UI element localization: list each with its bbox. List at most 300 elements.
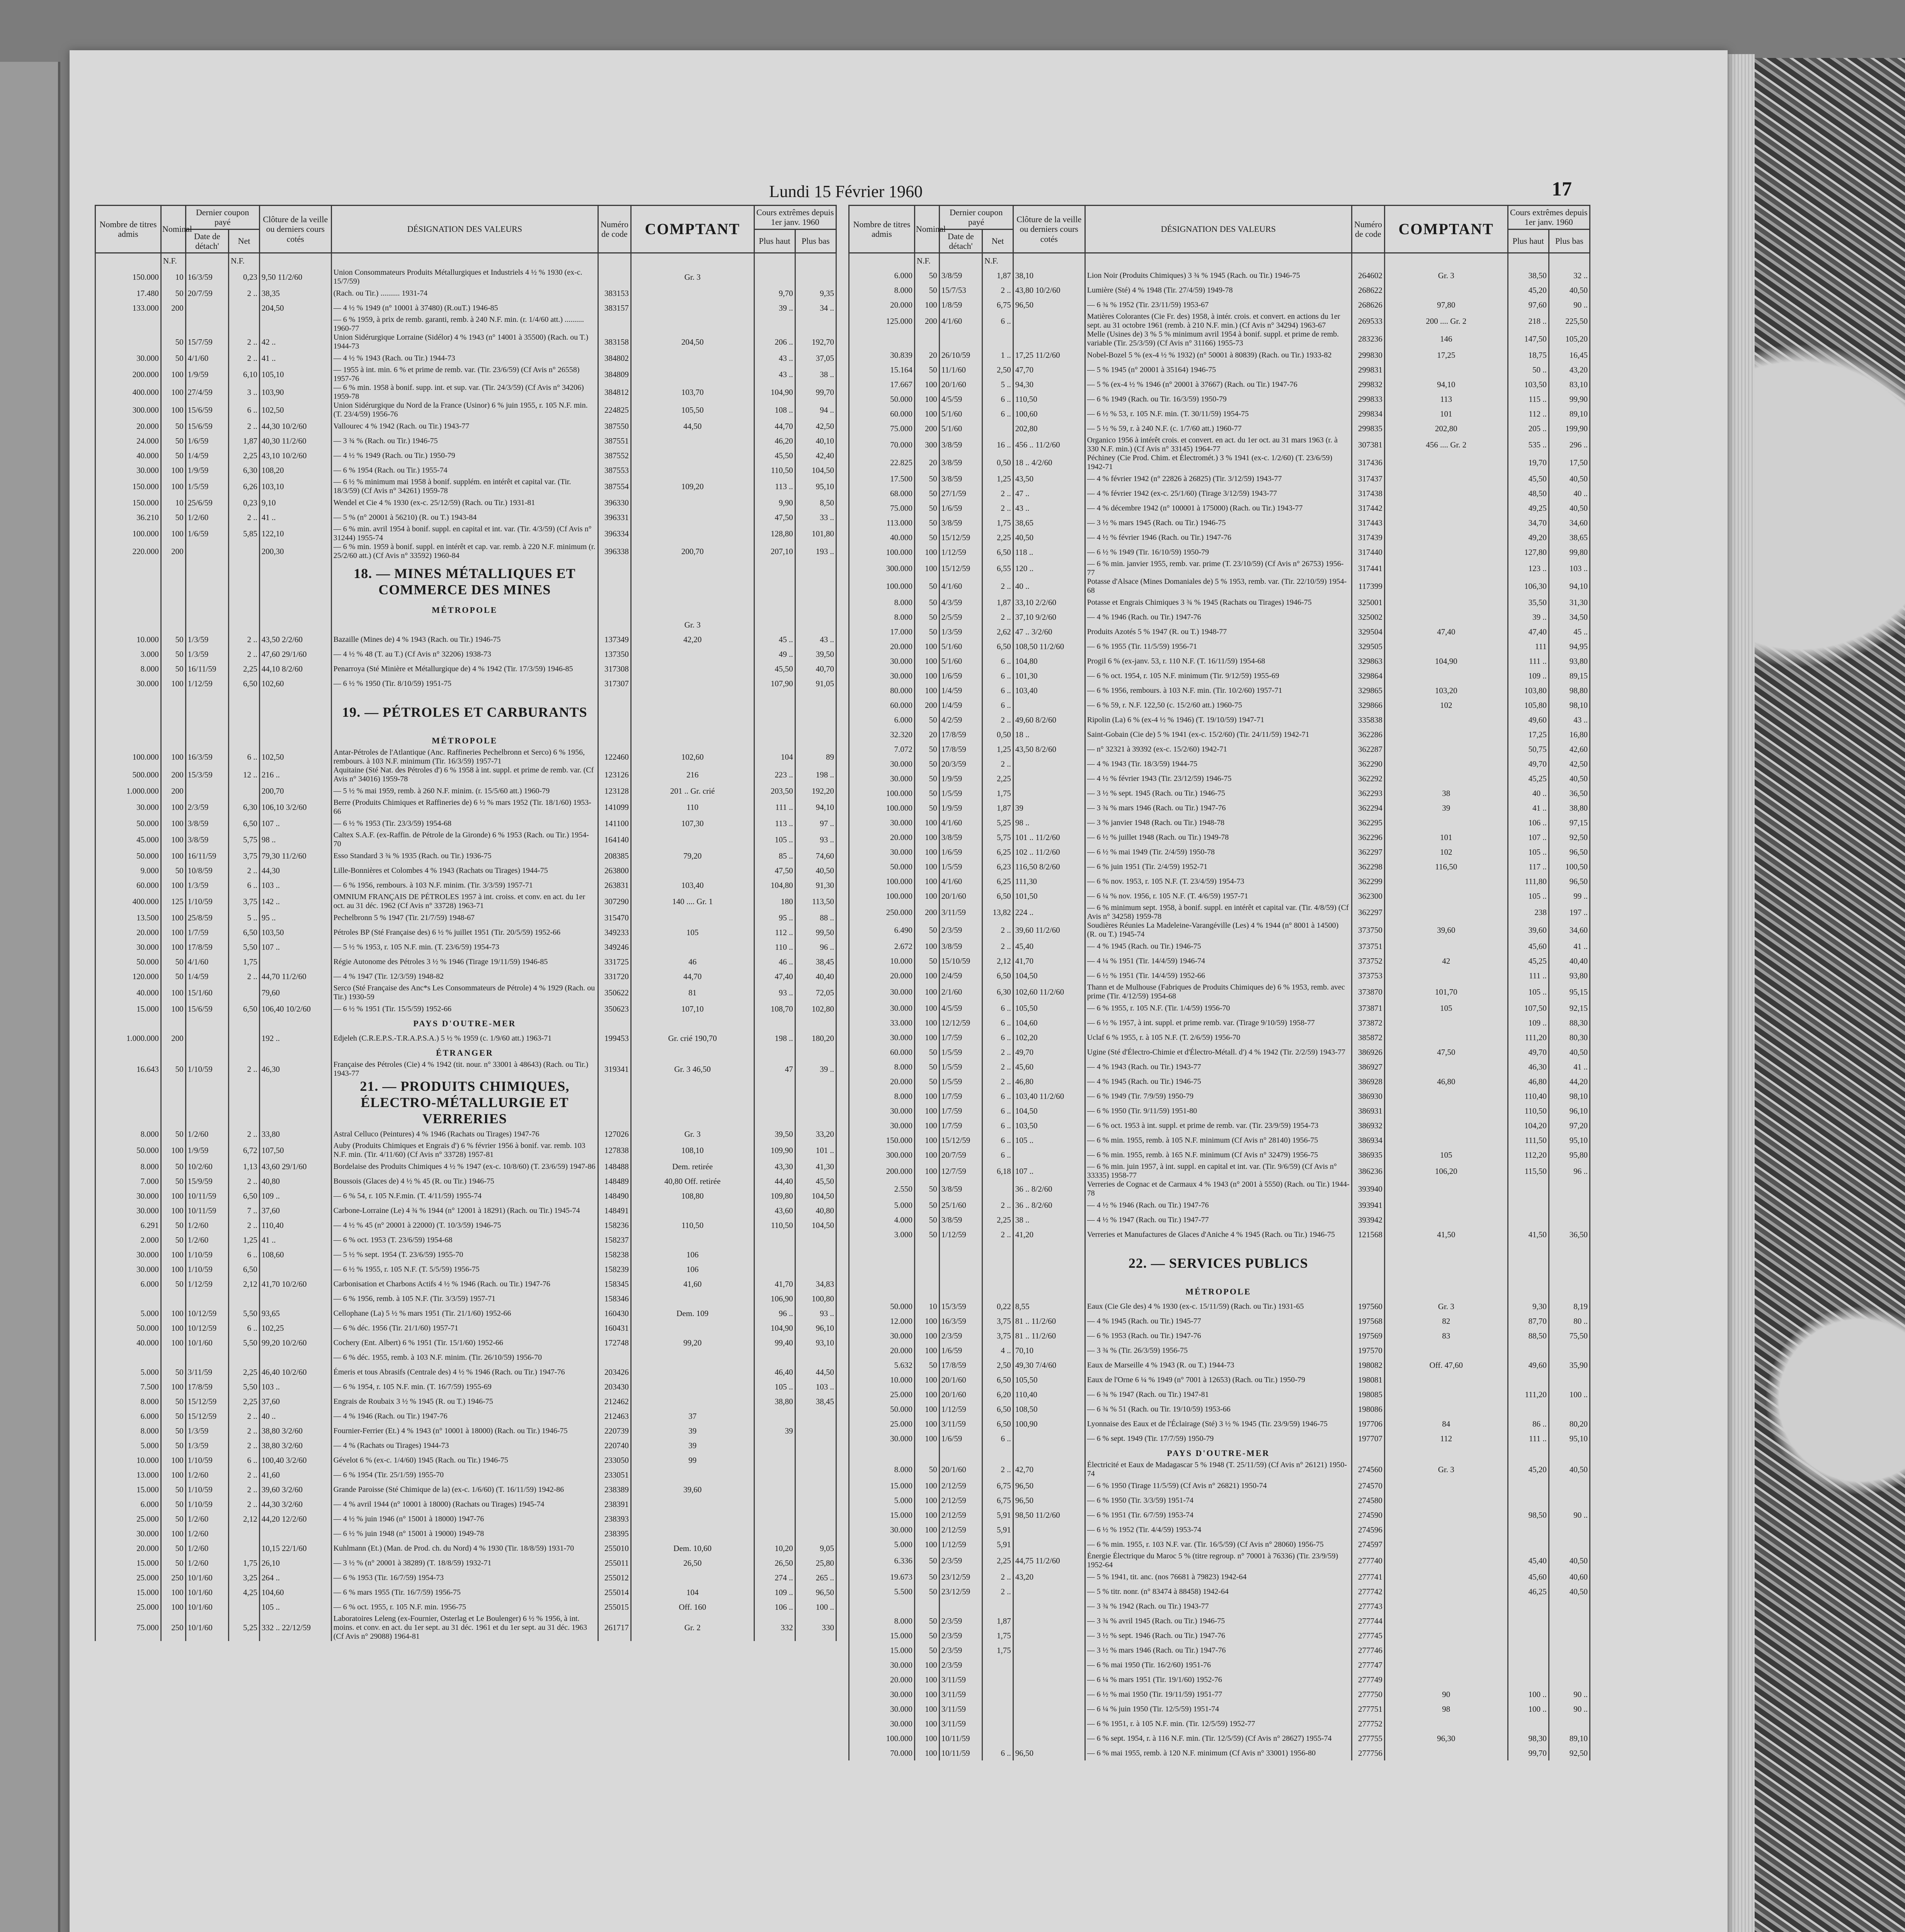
plus-haut: 115,50 [1508, 1162, 1549, 1180]
coupon-net: 5,91 [982, 1508, 1013, 1522]
numero-code: 203426 [598, 1365, 631, 1379]
plus-bas: 34,50 [1549, 610, 1590, 624]
designation: — 4 ½ % 1949 (n° 10001 à 37480) (R.ouT.) 1946-85 [331, 301, 598, 315]
comptant-value: 105,50 [631, 401, 754, 419]
plus-haut: 44,70 [754, 419, 795, 434]
date-detach: 1/12/59 [186, 676, 229, 691]
numero-code [598, 315, 631, 333]
comptant-value: 99,20 [631, 1335, 754, 1350]
coupon-net [229, 543, 260, 560]
comptant-value: 105 [1384, 1001, 1508, 1015]
designation: — 6 ¾ % 1947 (Rach. ou Tir.) 1947-81 [1085, 1387, 1352, 1402]
numero-code: 269533 [1352, 312, 1384, 330]
date-detach: 1/10/59 [186, 1497, 229, 1512]
numero-code: 277746 [1352, 1643, 1384, 1658]
plus-bas: 88 .. [795, 910, 836, 925]
comptant-value: 40,80 Off. retirée [631, 1174, 754, 1189]
coupon-net: 0,23 [229, 268, 260, 286]
comptant-value [631, 510, 754, 525]
plus-bas: 105,20 [1549, 330, 1590, 348]
comptant-value: 110 [631, 798, 754, 816]
titres-admis: 8.000 [95, 1394, 161, 1409]
nominal: 100 [914, 968, 939, 983]
table-row [849, 668, 1590, 683]
numero-code: 362299 [1352, 874, 1384, 889]
nominal: 100 [161, 1335, 186, 1350]
comptant-value [631, 448, 754, 463]
table-row [849, 406, 1590, 421]
numero-code: 198081 [1352, 1372, 1384, 1387]
titres-admis: 6.291 [95, 1218, 161, 1233]
cloture-value: 47 .. [1013, 486, 1085, 501]
numero-code: 386926 [1352, 1045, 1384, 1060]
date-detach: 2/3/59 [939, 1643, 982, 1658]
titres-admis: 8.000 [849, 595, 915, 610]
cloture-value: 103,50 [259, 925, 331, 940]
cloture-value [1013, 312, 1085, 330]
date-detach: 10/11/59 [939, 1746, 982, 1760]
table-row [849, 1328, 1590, 1343]
comptant-value [631, 1468, 754, 1482]
date-detach: 1/3/59 [939, 624, 982, 639]
nominal: 50 [161, 1127, 186, 1141]
date-detach: 5/1/60 [939, 639, 982, 654]
designation: — 6 % 1950 (Tirage 11/5/59) (Cf Avis n° 26821) 1950-74 [1085, 1478, 1352, 1493]
designation: — 6 ½ % 53, r. 105 N.F. min. (T. 30/11/59) 1954-75 [1085, 406, 1352, 421]
plus-haut: 9,30 [1508, 1299, 1549, 1314]
titres-admis: 10.000 [95, 632, 161, 647]
comptant-value [631, 1512, 754, 1526]
table-row [849, 362, 1590, 377]
numero-code: 274580 [1352, 1493, 1384, 1508]
coupon-net: 2 .. [982, 610, 1013, 624]
nominal: 50 [161, 1497, 186, 1512]
comptant-value [1384, 968, 1508, 983]
numero-code: 317443 [1352, 515, 1384, 530]
plus-haut: 17,25 [1508, 727, 1549, 742]
titres-admis: 15.000 [95, 1482, 161, 1497]
numero-code: 373752 [1352, 954, 1384, 968]
coupon-net: 5,50 [229, 1379, 260, 1394]
designation: — 5 ½ % mai 1959, remb. à 260 N.F. minim. (r. 15/5/60 att.) 1960-79 [331, 784, 598, 798]
designation: — 6 ¾ % 51 (Rach. ou Tir. 19/10/59) 1953-66 [1085, 1402, 1352, 1417]
designation: Eaux de Marseille 4 % 1943 (R. ou T.) 1944-73 [1085, 1358, 1352, 1372]
nominal: 100 [914, 859, 939, 874]
coupon-net: 2 .. [229, 351, 260, 366]
plus-bas: 93,80 [1549, 654, 1590, 668]
plus-haut: 274 .. [754, 1570, 795, 1585]
comptant-value: 47,50 [1384, 1045, 1508, 1060]
cloture-value [259, 617, 331, 632]
nominal: 250 [161, 1570, 186, 1585]
plus-bas: 40,50 [1549, 1461, 1590, 1478]
designation: — 6 % min. 1958 à bonif. supp. int. et sup. var. (Tir. 24/3/59) (Cf Avis n° 34206) 1959-78 [331, 383, 598, 401]
plus-bas [1549, 1628, 1590, 1643]
numero-code: 362294 [1352, 801, 1384, 815]
comptant-value: 101 [1384, 406, 1508, 421]
cloture-value: 43 .. [1013, 501, 1085, 515]
coupon-net: 2,25 [229, 1365, 260, 1379]
coupon-net: 1,13 [229, 1159, 260, 1174]
numero-code: 238395 [598, 1526, 631, 1541]
designation: — 4 % 1945 (Rach. ou Tir.) 1946-75 [1085, 1074, 1352, 1089]
titres-admis [95, 1350, 161, 1365]
plus-haut: 106 .. [1508, 815, 1549, 830]
coupon-net: 6,50 [982, 1372, 1013, 1387]
titres-admis: 100.000 [95, 748, 161, 766]
coupon-net [982, 1687, 1013, 1702]
plus-bas: 93,10 [795, 1335, 836, 1350]
titres-admis: 100.000 [849, 1731, 915, 1746]
table-row [95, 766, 836, 784]
date-detach: 1/6/59 [939, 668, 982, 683]
col-cloture: Clôture de la veille ou derniers cours cotés [1013, 206, 1085, 253]
table-row [849, 1387, 1590, 1402]
plus-haut [1508, 1672, 1549, 1687]
titres-admis: 12.000 [849, 1314, 915, 1328]
nominal: 50 [914, 1074, 939, 1089]
designation: Kuhlmann (Et.) (Man. de Prod. ch. du Nord) 4 % 1930 (Tir. 18/8/59) 1931-70 [331, 1541, 598, 1556]
comptant-value [1384, 668, 1508, 683]
numero-code: 158237 [598, 1233, 631, 1247]
nominal: 100 [914, 1417, 939, 1431]
comptant-value: 41,50 [1384, 1227, 1508, 1242]
coupon-net: 2 .. [982, 577, 1013, 595]
numero-code: 268626 [1352, 298, 1384, 312]
numero-code: 277756 [1352, 1746, 1384, 1760]
plus-haut: 45,40 [1508, 1552, 1549, 1570]
designation: — 6 ¼ % mars 1951 (Tir. 19/1/60) 1952-76 [1085, 1672, 1352, 1687]
designation: — 6 ½ % minimum mai 1958 à bonif. supplém. en intérêt et capital var. (Tir. 18/3/59) (Cf Avis n° 34261) 1959-78 [331, 478, 598, 495]
titres-admis: 25.000 [849, 1387, 915, 1402]
plus-bas: 99,70 [795, 383, 836, 401]
plus-haut: 45,50 [1508, 471, 1549, 486]
comptant-value: 201 .. Gr. crié [631, 784, 754, 798]
designation: — 4 ½ % février 1946 (Rach. ou Tir.) 1947-76 [1085, 530, 1352, 545]
nominal: 50 [914, 786, 939, 801]
date-detach: 15/6/59 [186, 401, 229, 419]
titres-admis: 15.000 [95, 1585, 161, 1600]
table-row [849, 1570, 1590, 1584]
plus-bas: 80 .. [1549, 1314, 1590, 1328]
table-row [95, 1497, 836, 1512]
date-detach: 20/1/60 [939, 1461, 982, 1478]
designation: — 6 % oct. 1953 à int. suppl. et prime de remb. var. (Tir. 23/9/59) 1954-73 [1085, 1118, 1352, 1133]
titres-admis: 40.000 [95, 1335, 161, 1350]
titres-admis: 10.000 [849, 1372, 915, 1387]
cloture-value: 107 .. [259, 940, 331, 954]
plus-bas: 33 .. [795, 510, 836, 525]
plus-haut [754, 1526, 795, 1541]
titres-admis: 200.000 [95, 366, 161, 383]
titres-admis: 300.000 [849, 1148, 915, 1162]
date-detach: 1/3/59 [186, 647, 229, 662]
titres-admis: 2.000 [95, 1233, 161, 1247]
unit-label: N.F. [914, 253, 939, 269]
numero-code: 315470 [598, 910, 631, 925]
comptant-value [1384, 1478, 1508, 1493]
coupon-net: 6 .. [982, 683, 1013, 698]
designation: Uclaf 6 % 1955, r. à 105 N.F. (T. 2/6/59) 1956-70 [1085, 1030, 1352, 1045]
titres-admis: 8.000 [849, 1060, 915, 1074]
titres-admis: 30.000 [95, 463, 161, 478]
nominal [914, 330, 939, 348]
table-row [849, 639, 1590, 654]
plus-haut: 105 .. [1508, 889, 1549, 903]
plus-bas: 40 .. [1549, 486, 1590, 501]
titres-admis: 40.000 [849, 530, 915, 545]
nominal: 100 [161, 1321, 186, 1335]
coupon-net: 1,25 [229, 1233, 260, 1247]
nominal: 50 [914, 1643, 939, 1658]
titres-admis: 10.000 [95, 1453, 161, 1468]
date-detach: 15/6/59 [186, 419, 229, 434]
comptant-value: 96,30 [1384, 1731, 1508, 1746]
nominal: 50 [914, 610, 939, 624]
cloture-value: 101,50 [1013, 889, 1085, 903]
comptant-value [631, 940, 754, 954]
cloture-value: 43,50 8/2/60 [1013, 742, 1085, 757]
plus-haut: 46 .. [754, 954, 795, 969]
numero-code: 319341 [598, 1060, 631, 1078]
date-detach: 1/5/59 [939, 1074, 982, 1089]
numero-code: 384812 [598, 383, 631, 401]
comptant-value: Gr. crié 190,70 [631, 1031, 754, 1046]
cloture-value: 40 .. [1013, 577, 1085, 595]
date-detach: 26/10/59 [939, 348, 982, 362]
comptant-value: 99 [631, 1453, 754, 1468]
cloture-value: 37,60 [259, 1394, 331, 1409]
plus-haut: 49,70 [1508, 1045, 1549, 1060]
section-heading-row [95, 560, 836, 603]
date-detach: 1/8/59 [939, 298, 982, 312]
date-detach: 10/2/60 [186, 1159, 229, 1174]
comptant-value: 113 [1384, 392, 1508, 406]
comptant-value [631, 1350, 754, 1365]
coupon-net: 2 .. [229, 1174, 260, 1189]
comptant-value: 44,70 [631, 969, 754, 984]
cloture-value: 101,30 [1013, 668, 1085, 683]
table-row [95, 662, 836, 676]
coupon-net: 5,25 [229, 1614, 260, 1641]
plus-bas: 192,70 [795, 333, 836, 351]
coupon-net: 6 .. [982, 406, 1013, 421]
comptant-value [1384, 1643, 1508, 1658]
table-row [849, 1343, 1590, 1358]
coupon-net: 13,82 [982, 903, 1013, 921]
date-detach: 10/11/59 [186, 1203, 229, 1218]
titres-admis: 8.000 [849, 1614, 915, 1628]
numero-code: 233050 [598, 1453, 631, 1468]
date-detach: 1/6/59 [939, 1431, 982, 1446]
numero-code: 158239 [598, 1262, 631, 1277]
nominal: 100 [161, 1189, 186, 1203]
nominal: 100 [161, 925, 186, 940]
titres-admis: 125.000 [849, 312, 915, 330]
comptant-value [1384, 815, 1508, 830]
date-detach: 1/3/59 [186, 1423, 229, 1438]
table-row [95, 863, 836, 878]
cloture-value [1013, 1628, 1085, 1643]
nominal: 50 [161, 510, 186, 525]
date-detach: 10/8/59 [186, 863, 229, 878]
table-row [95, 301, 836, 315]
titres-admis: 68.000 [849, 486, 915, 501]
plus-haut [754, 1468, 795, 1482]
plus-haut: 47,40 [754, 969, 795, 984]
plus-bas: 96,10 [1549, 1104, 1590, 1118]
plus-bas [795, 1233, 836, 1247]
cloture-value: 93,65 [259, 1306, 331, 1321]
plus-haut: 41 .. [1508, 801, 1549, 815]
designation: — 6 % 1954 (Tir. 25/1/59) 1955-70 [331, 1468, 598, 1482]
designation: Caltex S.A.F. (ex-Raffin. de Pétrole de la Gironde) 6 % 1953 (Rach. ou Tir.) 1954-70 [331, 831, 598, 849]
nominal: 100 [161, 1203, 186, 1218]
nominal: 100 [914, 1162, 939, 1180]
plus-bas: 90 .. [1549, 298, 1590, 312]
titres-admis: 1.000.000 [95, 1031, 161, 1046]
numero-code: 317441 [1352, 560, 1384, 577]
table-row [849, 577, 1590, 595]
plus-haut [754, 1247, 795, 1262]
comptant-value [631, 910, 754, 925]
nominal: 50 [914, 530, 939, 545]
titres-admis: 30.000 [849, 771, 915, 786]
designation: Thann et de Mulhouse (Fabriques de Produits Chimiques de) 6 % 1953, remb. avec prime (Tir. 4/12/59) 1954-68 [1085, 983, 1352, 1001]
date-detach: 3/11/59 [939, 1672, 982, 1687]
coupon-net: 6 .. [982, 312, 1013, 330]
coupon-net: 1,87 [982, 595, 1013, 610]
date-detach: 4/1/60 [939, 815, 982, 830]
plus-bas: 42,50 [795, 419, 836, 434]
nominal: 100 [914, 983, 939, 1001]
cloture-value: 100,90 [1013, 1417, 1085, 1431]
cloture-value [259, 1262, 331, 1277]
cloture-value: 200,70 [259, 784, 331, 798]
plus-bas: 40,50 [1549, 1045, 1590, 1060]
coupon-net: 1,75 [229, 1556, 260, 1570]
table-row [95, 1585, 836, 1600]
nominal: 100 [161, 525, 186, 543]
date-detach: 3/11/59 [939, 1687, 982, 1702]
numero-code: 121568 [1352, 1227, 1384, 1242]
comptant-value: 39 [631, 1438, 754, 1453]
table-row [95, 286, 836, 301]
numero-code: 317442 [1352, 501, 1384, 515]
coupon-net: 6,50 [982, 1417, 1013, 1431]
plus-bas [1549, 1672, 1590, 1687]
nominal: 100 [161, 1585, 186, 1600]
coupon-net: 6,30 [982, 983, 1013, 1001]
comptant-value [1384, 1672, 1508, 1687]
nominal: 100 [161, 366, 186, 383]
table-row [849, 1372, 1590, 1387]
designation: Laboratoires Leleng (ex-Fournier, Osterlag et Le Boulenger) 6 ½ % 1956, à int. moins. et conv. en act. du 1er sept. au 31 déc. 1961 et du 1er sept. au 31 déc. 1963 (Cf Avis n° 29088) 1964-81 [331, 1614, 598, 1641]
numero-code: 373871 [1352, 1001, 1384, 1015]
plus-bas: 91,05 [795, 676, 836, 691]
cloture-value: 39,60 3/2/60 [259, 1482, 331, 1497]
numero-code: 299835 [1352, 421, 1384, 436]
numero-code: 329505 [1352, 639, 1384, 654]
numero-code: 283236 [1352, 330, 1384, 348]
plus-haut: 45 .. [754, 632, 795, 647]
designation: — 6 % 1950 (Tir. 3/3/59) 1951-74 [1085, 1493, 1352, 1508]
plus-haut: 47 [754, 1060, 795, 1078]
cloture-value: 42,70 [1013, 1461, 1085, 1478]
designation: Lille-Bonnières et Colombes 4 % 1943 (Rachats ou Tirages) 1944-75 [331, 863, 598, 878]
designation: — 3 ½ % sept. 1946 (Rach. ou Tir.) 1947-76 [1085, 1628, 1352, 1643]
comptant-value: Gr. 3 [1384, 1461, 1508, 1478]
nominal: 50 [914, 1060, 939, 1074]
comptant-value: 41,60 [631, 1277, 754, 1291]
plus-bas: 38,65 [1549, 530, 1590, 545]
numero-code: 362286 [1352, 727, 1384, 742]
cloture-value: 101 .. 11/2/60 [1013, 830, 1085, 845]
designation: — 3 ½ % sept. 1945 (Rach. ou Tir.) 1946-75 [1085, 786, 1352, 801]
designation: — 4 ½ % 48 (T. au T.) (Cf Avis n° 32206) 1938-73 [331, 647, 598, 662]
plus-bas: 97 .. [795, 816, 836, 831]
plus-haut [754, 1512, 795, 1526]
plus-haut: 105,80 [1508, 698, 1549, 713]
plus-haut: 104 [754, 748, 795, 766]
designation: — 6 % 1950 (Tir. 9/11/59) 1951-80 [1085, 1104, 1352, 1118]
nominal: 50 [914, 268, 939, 283]
numero-code: 393942 [1352, 1213, 1384, 1227]
plus-bas: 43,20 [1549, 362, 1590, 377]
comptant-value: Gr. 3 [1384, 268, 1508, 283]
numero-code: 197707 [1352, 1431, 1384, 1446]
nominal: 50 [161, 1277, 186, 1291]
titres-admis: 133.000 [95, 301, 161, 315]
numero-code: 277745 [1352, 1628, 1384, 1643]
designation [331, 617, 598, 632]
nominal: 100 [914, 683, 939, 698]
coupon-net: 2 .. [229, 647, 260, 662]
table-row [849, 595, 1590, 610]
designation: Progil 6 % (ex-janv. 53, r. 110 N.F. (T. 16/11/59) 1954-68 [1085, 654, 1352, 668]
cloture-value: 43,80 10/2/60 [1013, 283, 1085, 298]
designation: — 6 % 1956, rembours. à 103 N.F. min. (Tir. 10/2/60) 1957-71 [1085, 683, 1352, 698]
cloture-value: 40,50 [1013, 530, 1085, 545]
table-row [849, 1060, 1590, 1074]
coupon-net [229, 1541, 260, 1556]
plus-bas: 92,50 [1549, 1746, 1590, 1760]
comptant-value: 200,70 [631, 543, 754, 560]
plus-haut [1508, 1628, 1549, 1643]
designation: — 3 ½ % mars 1945 (Rach. ou Tir.) 1946-75 [1085, 515, 1352, 530]
plus-haut: 147,50 [1508, 330, 1549, 348]
cloture-value: 38,35 [259, 286, 331, 301]
date-detach [939, 1599, 982, 1614]
date-detach: 1/2/60 [186, 1541, 229, 1556]
titres-admis: 30.000 [95, 1526, 161, 1541]
titres-admis: 30.000 [849, 1431, 915, 1446]
comptant-value: 104 [631, 1585, 754, 1600]
numero-code: 208385 [598, 849, 631, 863]
coupon-net [982, 330, 1013, 348]
plus-bas: 89,10 [1549, 406, 1590, 421]
cloture-value: 38,80 3/2/60 [259, 1423, 331, 1438]
numero-code: 255010 [598, 1541, 631, 1556]
date-detach: 10/1/60 [186, 1614, 229, 1641]
plus-bas [1549, 1537, 1590, 1552]
table-row [849, 983, 1590, 1001]
titres-admis: 36.210 [95, 510, 161, 525]
table-row [849, 845, 1590, 859]
plus-bas: 95,10 [795, 478, 836, 495]
coupon-net: 2 .. [982, 939, 1013, 954]
table-row [849, 436, 1590, 454]
